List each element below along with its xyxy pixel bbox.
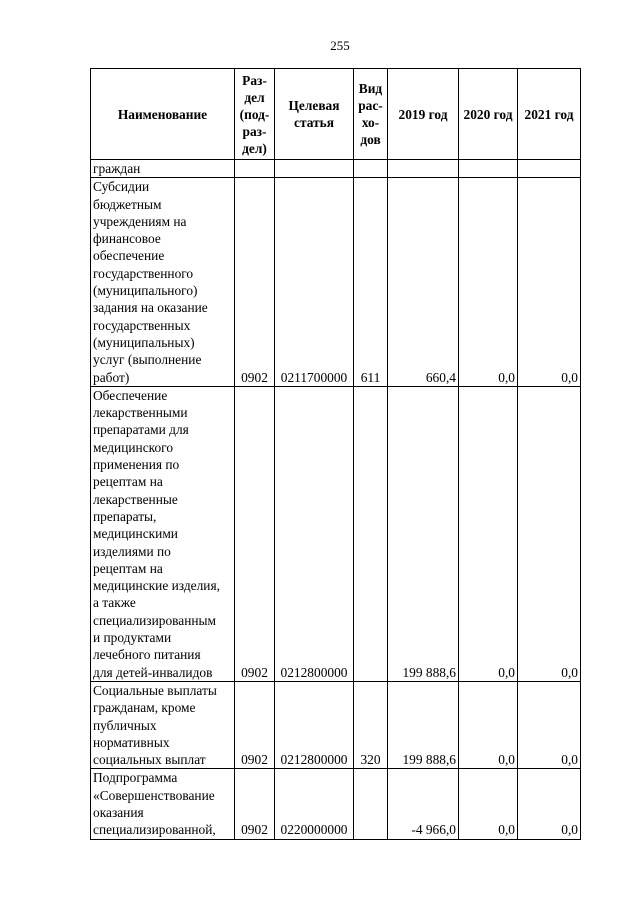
row-2019: 660,4 bbox=[388, 178, 459, 387]
row-section: 0902 bbox=[235, 178, 275, 387]
header-2019: 2019 год bbox=[388, 69, 459, 160]
row-2021: 0,0 bbox=[518, 769, 581, 839]
row-expense: 320 bbox=[354, 681, 388, 768]
row-target bbox=[275, 160, 354, 178]
row-target: 0212800000 bbox=[275, 386, 354, 681]
header-section: Раз- дел (под- раз- дел) bbox=[235, 69, 275, 160]
row-target: 0212800000 bbox=[275, 681, 354, 768]
row-2019 bbox=[388, 160, 459, 178]
row-name: граждан bbox=[91, 160, 235, 178]
header-2021: 2021 год bbox=[518, 69, 581, 160]
row-2020 bbox=[459, 160, 518, 178]
row-name: Обеспечение лекарственными препаратами для медицинского применения по рецептам на лекарственные препараты, медицинскими изделиями по рецептам на медицинские изделия, а также специализированным и продуктами лечебного питания для детей-инвалидов bbox=[91, 386, 235, 681]
row-expense bbox=[354, 160, 388, 178]
row-expense bbox=[354, 769, 388, 839]
row-section: 0902 bbox=[235, 386, 275, 681]
row-2021: 0,0 bbox=[518, 178, 581, 387]
row-target: 0220000000 bbox=[275, 769, 354, 839]
row-2020: 0,0 bbox=[459, 386, 518, 681]
row-name: Подпрограмма «Совершенствование оказания специализированной, bbox=[91, 769, 235, 839]
header-expense: Вид рас- хо- дов bbox=[354, 69, 388, 160]
row-section bbox=[235, 160, 275, 178]
row-2020: 0,0 bbox=[459, 769, 518, 839]
page-number: 255 bbox=[330, 38, 350, 53]
row-name: Субсидии бюджетным учреждениям на финансовое обеспечение государственного (муниципального) задания на оказание государственных (муниципальных) услуг (выполнение работ) bbox=[91, 178, 235, 387]
row-2019: -4 966,0 bbox=[388, 769, 459, 839]
table-row bbox=[91, 386, 581, 681]
table-row bbox=[91, 769, 581, 839]
row-2020: 0,0 bbox=[459, 681, 518, 768]
budget-table bbox=[90, 68, 581, 840]
row-2021: 0,0 bbox=[518, 681, 581, 768]
table-row bbox=[91, 160, 581, 178]
row-name: Социальные выплаты гражданам, кроме публичных нормативных социальных выплат bbox=[91, 681, 235, 768]
table-header-row bbox=[91, 69, 581, 160]
row-target: 0211700000 bbox=[275, 178, 354, 387]
row-2020: 0,0 bbox=[459, 178, 518, 387]
row-2019: 199 888,6 bbox=[388, 681, 459, 768]
row-2021: 0,0 bbox=[518, 386, 581, 681]
row-expense bbox=[354, 386, 388, 681]
table-row bbox=[91, 681, 581, 768]
row-expense: 611 bbox=[354, 178, 388, 387]
header-name: Наименование bbox=[91, 69, 235, 160]
table-body bbox=[91, 160, 581, 840]
row-2019: 199 888,6 bbox=[388, 386, 459, 681]
header-2020: 2020 год bbox=[459, 69, 518, 160]
row-section: 0902 bbox=[235, 681, 275, 768]
table-row bbox=[91, 178, 581, 387]
row-2021 bbox=[518, 160, 581, 178]
row-section: 0902 bbox=[235, 769, 275, 839]
header-target: Целевая статья bbox=[275, 69, 354, 160]
